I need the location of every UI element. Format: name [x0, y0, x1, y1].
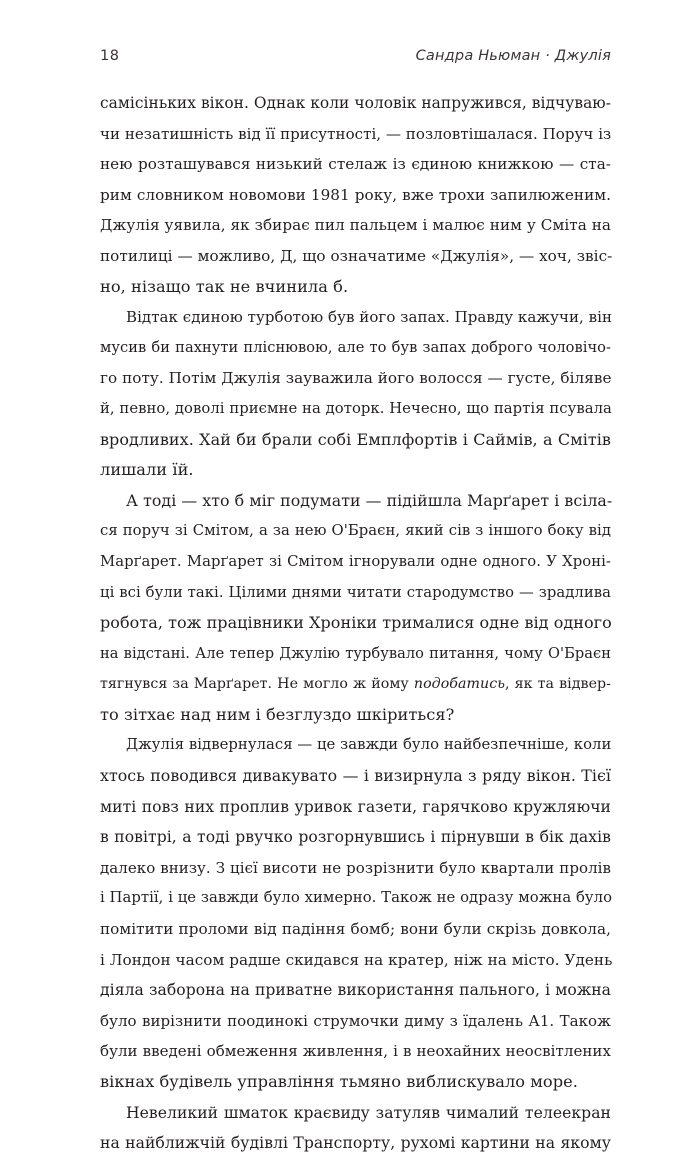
text-line: лишали їй.	[100, 460, 194, 480]
running-head	[100, 48, 611, 70]
page-number: 18	[100, 48, 120, 64]
text-line: Джулія уявила, як збирає пил пальцем і малює ним у Сміта на	[100, 216, 611, 235]
text-line: діяла заборона на приватне використання пального, і можна	[100, 981, 611, 1000]
text-line: чи незатишність від її присутності, — позловтішалася. Поруч із	[100, 124, 612, 143]
text-line: миті повз них проплив уривок газети, гарячково кружляючи	[100, 797, 611, 816]
text-line: і Лондон часом радше скидався на кратер, ніж на місто. Удень	[100, 950, 613, 969]
emphasized-word: подобатись	[413, 676, 505, 693]
paragraph-first-line: Джулія відвернулася — це завжди було найбезпечніше, коли	[126, 736, 612, 754]
text-line: на найближчій будівлі Транспорту, рухомі картини на якому	[100, 1134, 611, 1153]
text-line: хтось поводився дивакувато — і визирнула з ряду вікон. Тієї	[100, 766, 611, 786]
text-line: робота, тож працівники Хроніки трималися одне від одного	[100, 613, 612, 633]
text-line: Марґарет. Марґарет зі Смітом ігнорували одне одного. У Хроні-	[100, 552, 611, 570]
running-title: Сандра Ньюман · Джулія	[415, 48, 611, 64]
text-line: і Партії, і це завжди було химерно. Також не одразу можна було	[100, 889, 613, 907]
text-line: вродливих. Хай би брали собі Емплфортів і Саймів, а Смітів	[100, 429, 611, 449]
text-line: потилиці — можливо, Д, що означатиме «Джулія», — хоч, звіс-	[100, 246, 613, 265]
text-line: ся поруч зі Смітом, а за нею О'Браєн, який сів з іншого боку від	[100, 522, 611, 540]
text-line: самісінькиx вікон. Однак коли чоловік напружився, відчуваю-	[100, 94, 611, 112]
text-line: ці всі були такі. Цілими днями читати стародумство — зрадлива	[100, 583, 611, 601]
text-line: тягнувся за Марґарет. Не могло ж йому подобатись, як та відвер-	[100, 676, 611, 693]
paragraph-first-line: Невеликий шматок краєвиду затуляв чималий телеекран	[126, 1103, 611, 1122]
text-line: були введені обмеження живлення, і в неохайних неосвітлених	[100, 1042, 611, 1061]
text-line: далеко внизу. З цієї висоти не розрізнити було квартали пролів	[100, 858, 611, 877]
text-line: рим словником новомови 1981 року, вже трохи запилюженим.	[100, 185, 611, 204]
text-line: но, нізащо так не вчинила б.	[100, 276, 349, 296]
text-line: й, певно, доволі приємне на доторк. Нечесно, що партія псувала	[100, 399, 612, 417]
text-line: помітити проломи від падіння бомб; вони були скрізь довкола,	[100, 920, 611, 939]
text-line: го поту. Потім Джулія зауважила його волосся — густе, біляве	[100, 369, 612, 388]
paragraph-first-line: Відтак єдиною турботою був його запах. Правду кажучи, він	[126, 308, 613, 327]
paragraph-first-line: А тоді — хто б міг подумати — підійшла Марґарет і всіла-	[126, 490, 613, 510]
text-line: то зітхає над ним і безглуздо шкіриться?	[100, 704, 455, 724]
text-line: нею розташувався низький стелаж із єдиною книжкою — ста-	[100, 155, 611, 174]
text-line: було вирізнити поодинокі струмочки диму з їдалень А1. Також	[100, 1011, 611, 1030]
body-text	[100, 88, 611, 1159]
text-line: вікнах будівель управління тьмяно виблискувало море.	[100, 1072, 578, 1091]
text-line: в повітрі, а тоді рвучко розгорнувшись і пірнувши в бік дахів	[100, 828, 611, 847]
text-line: на відстані. Але тепер Джулію турбувало питання, чому О'Браєн	[100, 644, 611, 662]
text-line: мусив би пахнути пліснювою, але то був запах доброго чоловічо-	[100, 338, 611, 356]
